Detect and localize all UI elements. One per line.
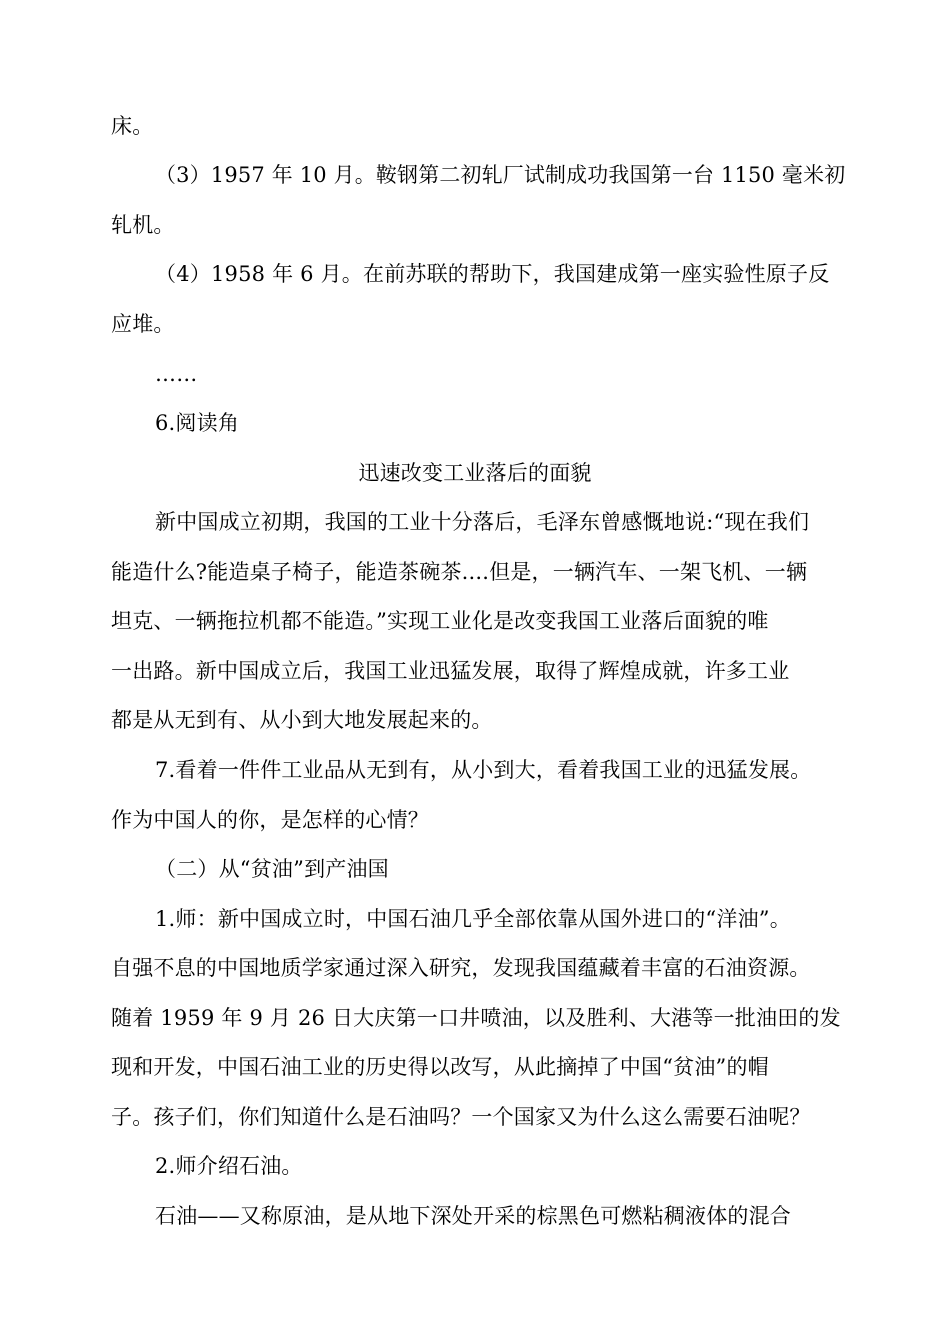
text-line: （3）1957 年 10 月。鞍钢第二初轧厂试制成功我国第一台 1150 毫米初 (155, 163, 846, 187)
text-line: 坦克、一辆拖拉机都不能造。”实现工业化是改变我国工业落后面貌的唯 (111, 609, 769, 633)
text-line: 一出路。新中国成立后，我国工业迅猛发展，取得了辉煌成就，许多工业 (111, 659, 790, 683)
text-line: （4）1958 年 6 月。在前苏联的帮助下，我国建成第一座实验性原子反 (155, 262, 830, 286)
text-line: 石油——又称原油，是从地下深处开采的棕黑色可燃粘稠液体的混合 (155, 1204, 791, 1228)
text-line: 能造什么?能造桌子椅子，能造茶碗茶....但是，一辆汽车、一架飞机、一辆 (111, 560, 808, 584)
section-heading: （二）从“贫油”到产油国 (155, 857, 389, 881)
text-line: 随着 1959 年 9 月 26 日大庆第一口井喷油，以及胜利、大港等一批油田的发 (111, 1006, 841, 1030)
text-line: 作为中国人的你，是怎样的心情？ (111, 808, 429, 832)
text-line: 自强不息的中国地质学家通过深入研究，发现我国蕴藏着丰富的石油资源。 (111, 956, 811, 980)
text-line: 2.师介绍石油。 (155, 1154, 303, 1178)
text-line: 子。孩子们，你们知道什么是石油吗？一个国家又为什么这么需要石油呢？ (111, 1105, 811, 1129)
text-line: 轧机。 (111, 213, 175, 237)
text-line: 床。 (111, 114, 154, 138)
article-title: 迅速改变工业落后的面貌 (358, 461, 592, 485)
text-line: 都是从无到有、从小到大地发展起来的。 (111, 708, 493, 732)
text-line: 1.师：新中国成立时，中国石油几乎全部依靠从国外进口的“洋油”。 (155, 907, 791, 931)
text-line: 应堆。 (111, 312, 175, 336)
section-heading: 6.阅读角 (155, 411, 240, 435)
question-line: 7.看着一件件工业品从无到有，从小到大，看着我国工业的迅猛发展。 (155, 758, 812, 782)
text-line: 现和开发，中国石油工业的历史得以改写，从此摘掉了中国“贫油”的帽 (111, 1055, 769, 1079)
text-line: 新中国成立初期，我国的工业十分落后，毛泽东曾感慨地说:“现在我们 (155, 510, 810, 534)
text-line: …… (155, 362, 198, 386)
